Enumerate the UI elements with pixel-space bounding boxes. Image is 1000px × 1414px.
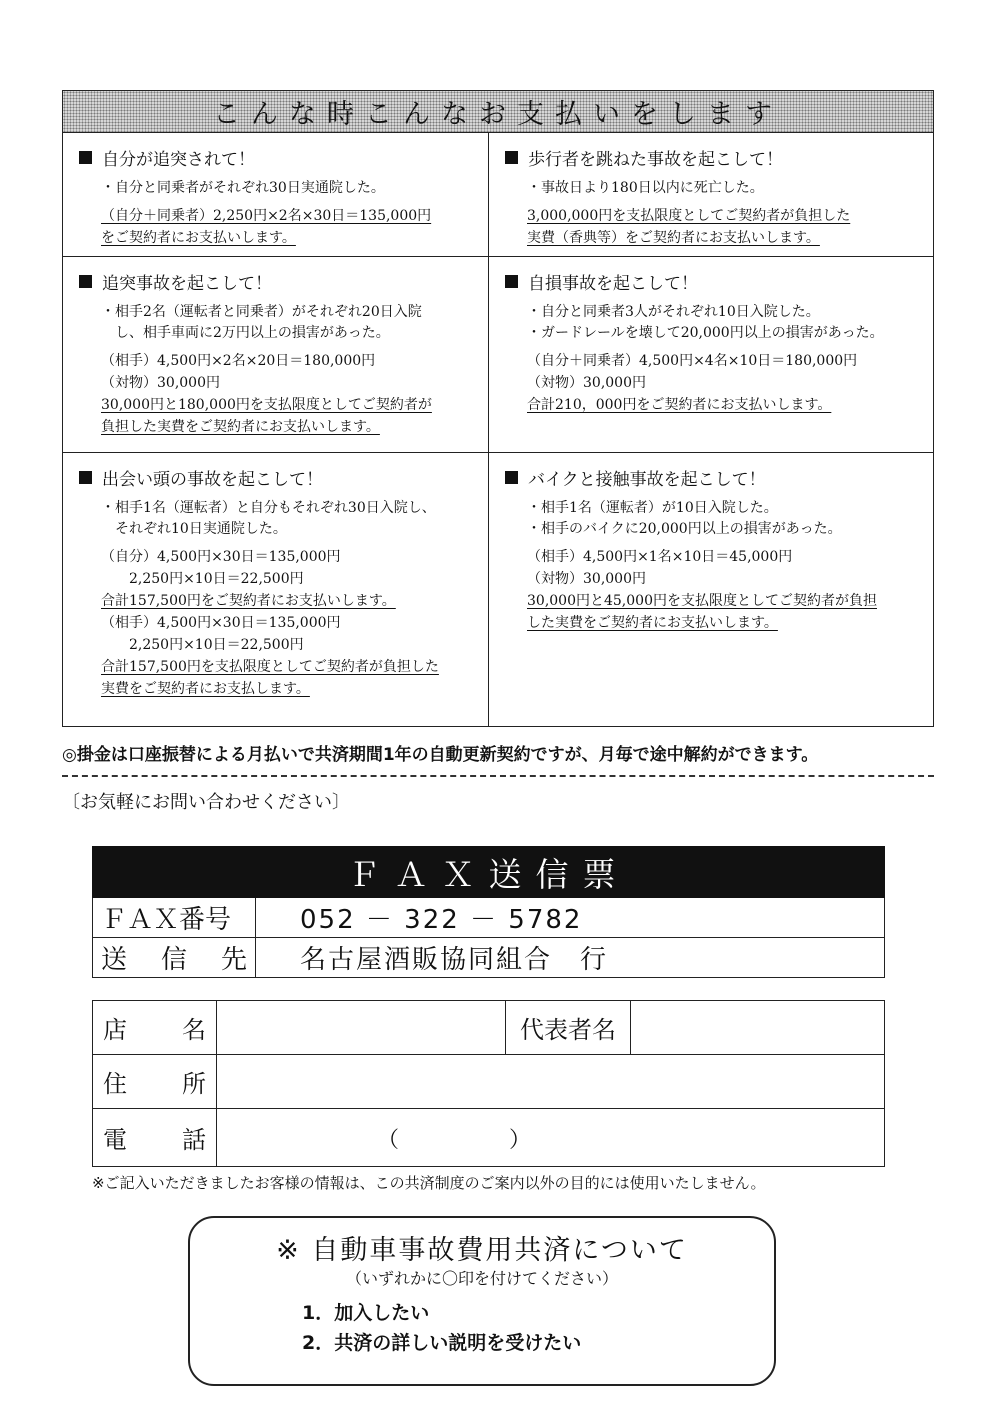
fax-to-row: [92, 938, 885, 978]
case-calculation-line: 負担した実費をご契約者にお支払いします。: [101, 419, 380, 435]
fax-to-label-char: 送: [101, 945, 128, 975]
case-description: [79, 302, 470, 344]
label-char: 店: [103, 1016, 127, 1044]
application-title: ※ 自動車事故費用共済について: [276, 1235, 688, 1266]
case-calculation: [79, 205, 470, 249]
case-cell: [489, 133, 933, 257]
case-calculation-line: した実費をご契約者にお支払いします。: [527, 615, 778, 631]
shop-name-label: [93, 1001, 217, 1054]
address-row: [93, 1055, 884, 1109]
option-join[interactable]: 1．加入したい: [302, 1302, 430, 1324]
label-char: 電: [103, 1126, 127, 1154]
case-title: [79, 269, 470, 294]
shop-name-field[interactable]: [217, 1001, 505, 1054]
representative-label: 代表者名: [505, 1001, 631, 1054]
case-calculation-line: 実費（香典等）をご契約者にお支払いします。: [527, 230, 820, 246]
option-request-info[interactable]: 2．共済の詳しい説明を受けたい: [302, 1332, 582, 1354]
case-title-text: 自分が追突されて！: [102, 150, 255, 170]
fax-to-value: 名古屋酒販協同組合 行: [300, 945, 609, 975]
case-title: [505, 465, 915, 490]
case-calculation-line: （自分）4,500円×30日＝135,000円: [101, 549, 341, 565]
case-description: [505, 302, 915, 344]
square-bullet-icon: [505, 471, 518, 484]
case-description-line: ・相手2名（運転者と同乗者）がそれぞれ20日入院: [101, 304, 422, 320]
application-instruction: （いずれかに〇印を付けてください）: [345, 1269, 618, 1288]
case-title: [79, 465, 470, 490]
case-calculation-line: （相手）4,500円×2名×20日＝180,000円: [101, 353, 376, 369]
fax-number-value: 052 － 322 － 5782: [300, 905, 583, 935]
cases-grid: [63, 133, 933, 726]
case-calculation: [505, 546, 915, 634]
case-description: [79, 178, 470, 199]
case-calculation-line: 合計210，000円をご契約者にお支払いします。: [527, 397, 832, 413]
case-description-line: ・事故日より180日以内に死亡した。: [527, 180, 764, 196]
case-calculation-line: 30,000円と45,000円を支払限度としてご契約者が負担: [527, 593, 877, 609]
case-calculation-line: 2,250円×10日＝22,500円: [101, 571, 304, 587]
case-description-line: ・ガードレールを壊して20,000円以上の損害があった。: [527, 325, 884, 341]
case-title: [79, 145, 470, 170]
case-description: [505, 498, 915, 540]
case-calculation: [505, 350, 915, 416]
case-cell: [63, 133, 489, 257]
case-title-text: 出会い頭の事故を起こして！: [102, 470, 323, 490]
case-calculation-line: （対物）30,000円: [101, 375, 220, 391]
case-cell: [63, 257, 489, 453]
application-box: [188, 1216, 776, 1386]
case-cell: [63, 453, 489, 726]
payment-note: ◎掛金は口座振替による月払いで共済期間1年の自動更新契約ですが、月毎で途中解約ができます。: [62, 745, 819, 765]
case-title: [505, 269, 915, 294]
case-description-line: ・自分と同乗者3人がそれぞれ10日入院した。: [527, 304, 820, 320]
case-title-text: 歩行者を跳ねた事故を起こして！: [528, 150, 783, 170]
case-calculation: [505, 205, 915, 249]
case-title-text: バイクと接触事故を起こして！: [528, 470, 766, 490]
case-calculation-line: 3,000,000円を支払限度としてご契約者が負担した: [527, 208, 851, 224]
phone-field[interactable]: [217, 1109, 884, 1166]
address-label: [93, 1055, 217, 1108]
dashed-divider: [62, 775, 934, 777]
square-bullet-icon: [79, 151, 92, 164]
phone-row: [93, 1109, 884, 1166]
case-title: [505, 145, 915, 170]
privacy-note: ※ご記入いただきましたお客様の情報は、この共済制度のご案内以外の目的には使用いたしません。: [92, 1174, 766, 1192]
representative-field[interactable]: [631, 1001, 884, 1054]
phone-label: [93, 1109, 217, 1166]
square-bullet-icon: [79, 275, 92, 288]
case-description-line: ・相手1名（運転者）と自分もそれぞれ30日入院し、: [101, 500, 436, 516]
case-calculation-line: （相手）4,500円×30日＝135,000円: [101, 615, 341, 631]
fax-to-label-char: 信: [160, 945, 187, 975]
square-bullet-icon: [505, 275, 518, 288]
case-calculation: [79, 350, 470, 438]
customer-form: [92, 1000, 885, 1167]
case-calculation-line: （相手）4,500円×1名×10日＝45,000円: [527, 549, 793, 565]
case-calculation-line: 合計157,500円を支払限度としてご契約者が負担した: [101, 659, 439, 675]
case-calculation-line: （対物）30,000円: [527, 571, 646, 587]
payment-cases-table: [62, 90, 934, 727]
case-description-line: ・相手1名（運転者）が10日入院した。: [527, 500, 778, 516]
case-calculation-line: （対物）30,000円: [527, 375, 646, 391]
label-char: 名: [182, 1016, 206, 1044]
square-bullet-icon: [79, 471, 92, 484]
label-char: 話: [182, 1126, 206, 1154]
fax-number-row: [92, 898, 885, 938]
fax-number-label: ＦＡＸ番号: [93, 898, 256, 937]
case-calculation-line: 実費をご契約者にお支払します。: [101, 681, 310, 697]
label-char: 所: [182, 1070, 206, 1098]
case-title-text: 追突事故を起こして！: [102, 274, 272, 294]
case-calculation-line: をご契約者にお支払いします。: [101, 230, 296, 246]
fax-title: ＦＡＸ送信票: [92, 846, 885, 898]
case-calculation-line: 2,250円×10日＝22,500円: [101, 637, 304, 653]
phone-area-code-parens: （ ）: [377, 1128, 532, 1153]
case-cell: [489, 257, 933, 453]
address-field[interactable]: [217, 1055, 884, 1108]
case-calculation-line: 合計157,500円をご契約者にお支払いします。: [101, 593, 396, 609]
case-description: [505, 178, 915, 199]
case-calculation: [79, 546, 470, 700]
fax-to-label: [93, 938, 256, 977]
case-calculation-line: 30,000円と180,000円を支払限度としてご契約者が: [101, 397, 432, 413]
case-description-line: し、相手車両に2万円以上の損害があった。: [101, 325, 390, 341]
case-calculation-line: （自分＋同乗者）2,250円×2名×30日＝135,000円: [101, 208, 432, 224]
case-calculation-line: （自分＋同乗者）4,500円×4名×10日＝180,000円: [527, 353, 858, 369]
case-description-line: それぞれ10日実通院した。: [101, 521, 287, 537]
square-bullet-icon: [505, 151, 518, 164]
inquiry-text: 〔お気軽にお問い合わせください〕: [62, 792, 350, 813]
fax-sheet-header: [92, 846, 885, 978]
case-description-line: ・相手のバイクに20,000円以上の損害があった。: [527, 521, 842, 537]
fax-to-label-char: 先: [220, 945, 247, 975]
label-char: 住: [103, 1070, 127, 1098]
shop-row: [93, 1001, 884, 1055]
case-description: [79, 498, 470, 540]
cases-heading: こんな時こんなお支払いをします: [63, 91, 933, 133]
case-cell: [489, 453, 933, 726]
case-description-line: ・自分と同乗者がそれぞれ30日実通院した。: [101, 180, 385, 196]
case-title-text: 自損事故を起こして！: [528, 274, 698, 294]
